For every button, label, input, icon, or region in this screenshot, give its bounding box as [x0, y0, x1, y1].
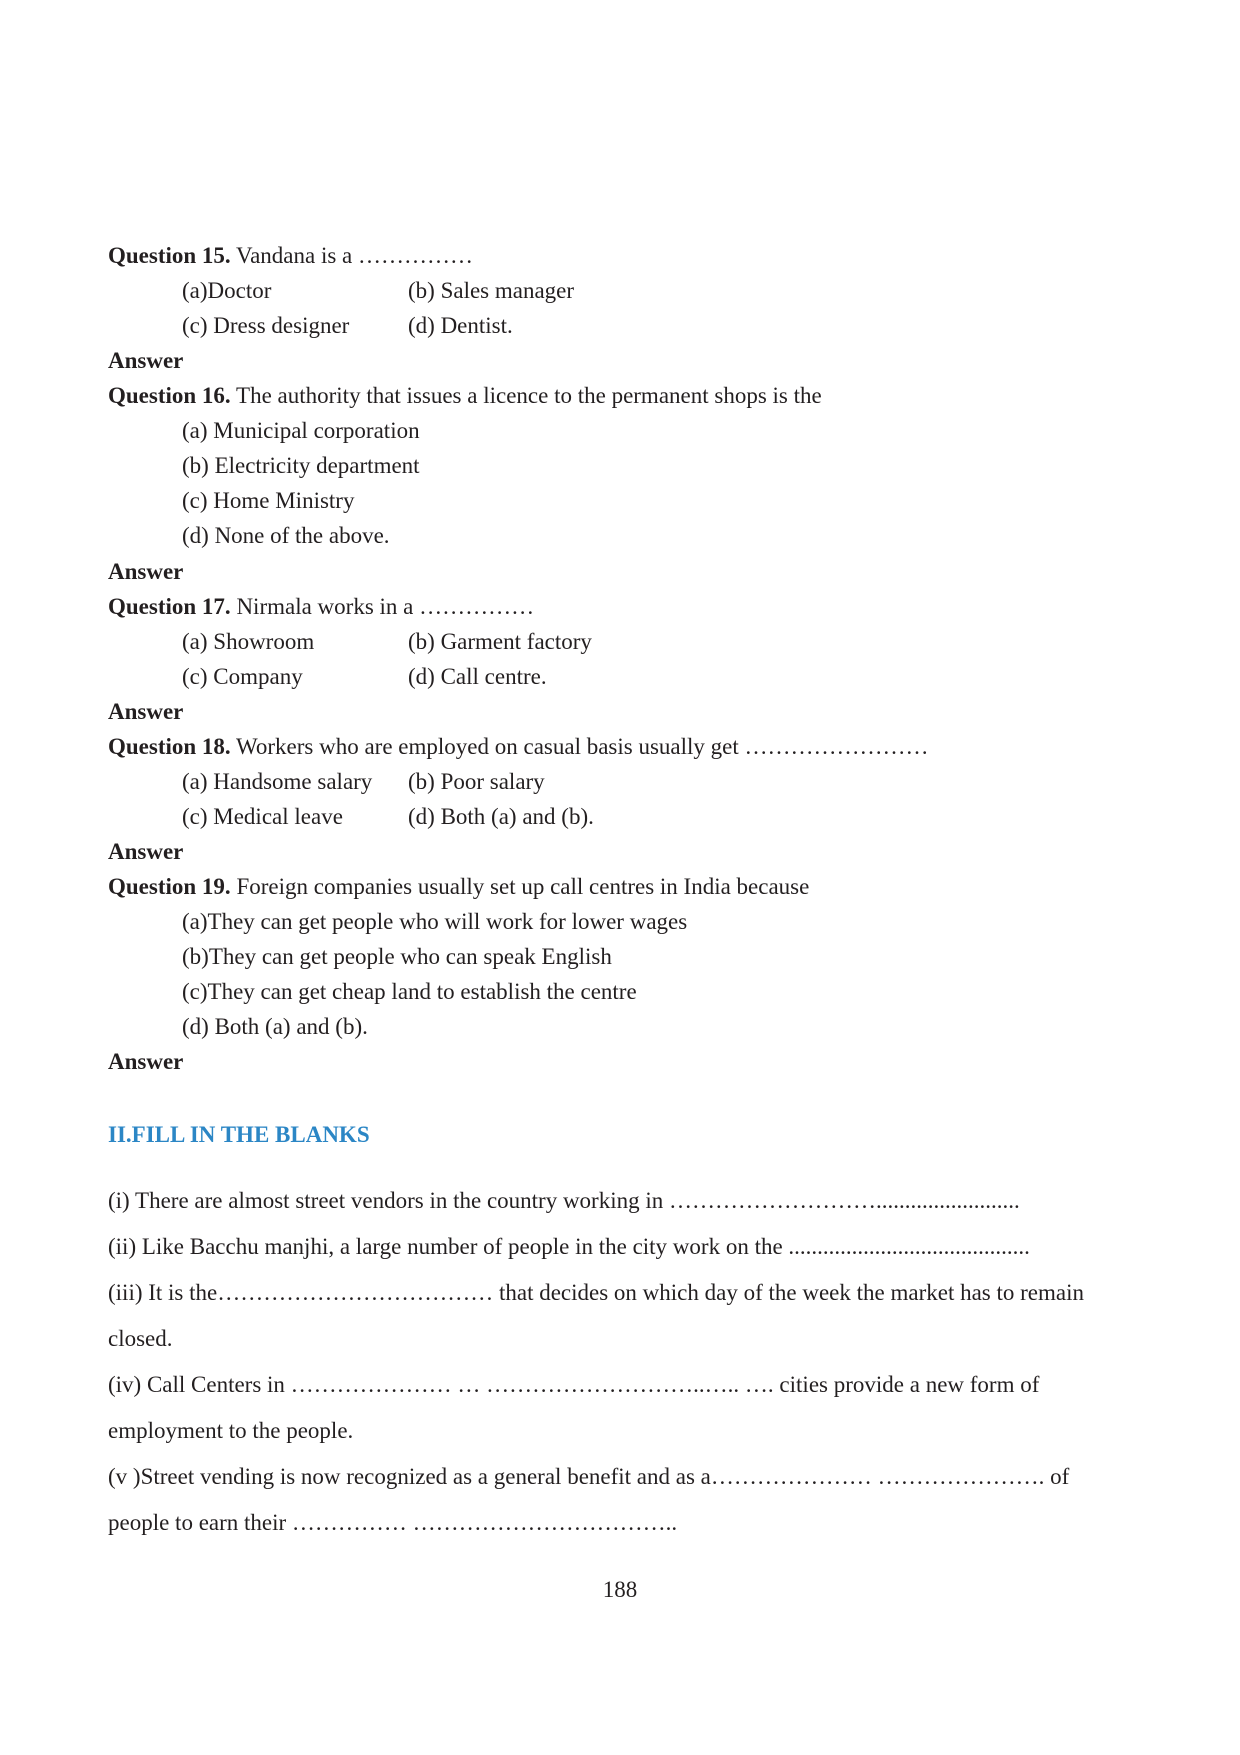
answer-label: Answer: [108, 839, 184, 864]
option: (c) Company: [182, 664, 303, 689]
question-label: Question 15.: [108, 243, 231, 268]
fill-blank-item: (iv) Call Centers in ………………… … ………………………..….. …. cities provide a new form of: [108, 1372, 1040, 1397]
question-text: Vandana is a ……………: [230, 243, 474, 268]
question-label: Question 19.: [108, 874, 231, 899]
option: (c) Dress designer: [182, 313, 350, 338]
fill-blank-item: employment to the people.: [108, 1418, 354, 1443]
option: (b) Garment factory: [408, 629, 592, 654]
option: (b)They can get people who can speak English: [182, 944, 612, 969]
option: (c) Medical leave: [182, 804, 343, 829]
question-label: Question 16.: [108, 383, 231, 408]
fill-blank-item: (i) There are almost street vendors in the country working in ……………………….........................: [108, 1188, 1020, 1213]
answer-label: Answer: [108, 348, 184, 373]
question-15: [108, 242, 473, 270]
fill-blank-item: (iii) It is the……………………………… that decides on which day of the week the market has to remain: [108, 1280, 1084, 1305]
question-18: [108, 733, 929, 761]
fill-blank-item: closed.: [108, 1326, 173, 1351]
question-label: Question 18.: [108, 734, 231, 759]
question-text: The authority that issues a licence to the permanent shops is the: [230, 383, 822, 408]
option: (a)Doctor: [182, 278, 272, 303]
option: (d) None of the above.: [182, 523, 390, 548]
fill-blank-item: (ii) Like Bacchu manjhi, a large number of people in the city work on the ..........................................: [108, 1234, 1030, 1259]
option: (a)They can get people who will work for lower wages: [182, 909, 688, 934]
question-label: Question 17.: [108, 594, 231, 619]
option: (b) Electricity department: [182, 453, 420, 478]
answer-label: Answer: [108, 1049, 184, 1074]
answer-label: Answer: [108, 559, 184, 584]
option: (c)They can get cheap land to establish the centre: [182, 979, 637, 1004]
option: (d) Dentist.: [408, 313, 513, 338]
fill-blank-item: (v )Street vending is now recognized as a general benefit and as a………………… …………………. of: [108, 1464, 1070, 1489]
option: (d) Call centre.: [408, 664, 547, 689]
option: (d) Both (a) and (b).: [408, 804, 594, 829]
option: (a) Handsome salary: [182, 769, 373, 794]
option: (c) Home Ministry: [182, 488, 355, 513]
page-number: 188: [602, 1577, 638, 1602]
question-text: Nirmala works in a ……………: [230, 594, 535, 619]
question-16: [108, 382, 822, 410]
question-19: [108, 873, 809, 901]
section-heading: II.FILL IN THE BLANKS: [108, 1122, 370, 1147]
question-text: Foreign companies usually set up call centres in India because: [230, 874, 810, 899]
option: (a) Showroom: [182, 629, 315, 654]
option: (b) Sales manager: [408, 278, 575, 303]
fill-blank-item: people to earn their …………… ……………………………..: [108, 1510, 678, 1535]
option: (d) Both (a) and (b).: [182, 1014, 368, 1039]
option: (a) Municipal corporation: [182, 418, 420, 443]
question-text: Workers who are employed on casual basis usually get ……………………: [230, 734, 929, 759]
question-17: [108, 593, 534, 621]
answer-label: Answer: [108, 699, 184, 724]
option: (b) Poor salary: [408, 769, 545, 794]
